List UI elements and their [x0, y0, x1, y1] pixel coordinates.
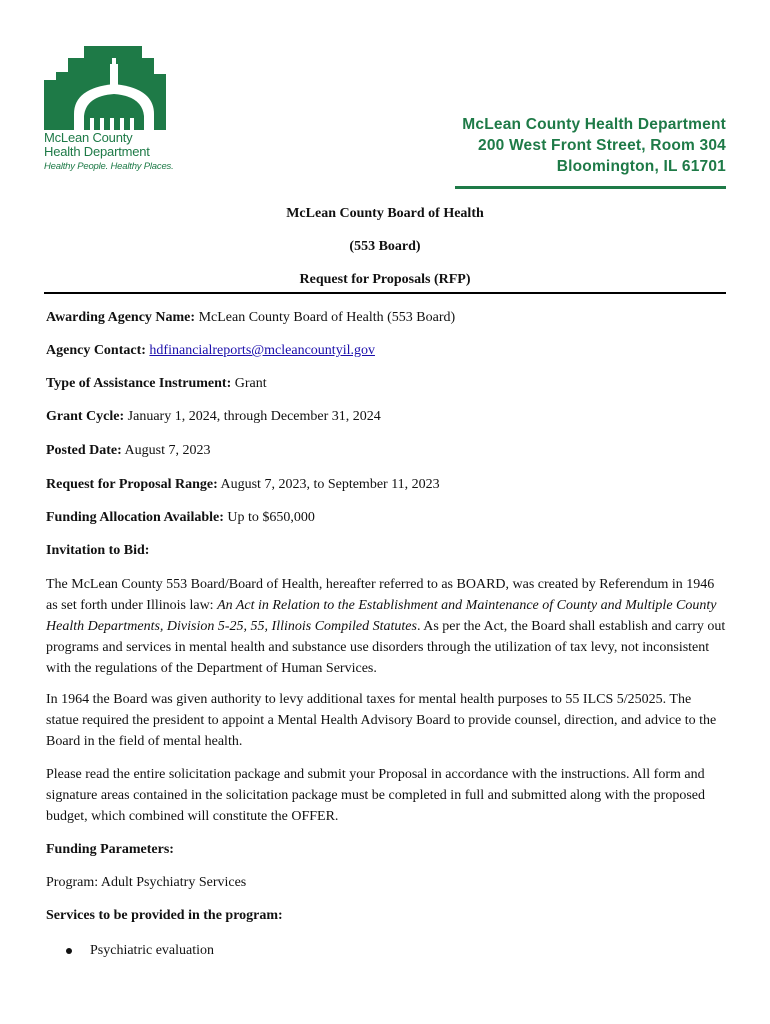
invitation-heading — [46, 543, 149, 559]
invitation-paragraph-1 — [46, 574, 726, 679]
document-rfp-title: Request for Proposals (RFP) — [299, 272, 471, 287]
paragraph-1-text-b: . As per the Act, the Board shall establish and carry out programs and services in mental health and substance use disorders through the utilization of tax levy, not inconsistent with the regulations of the Department of Human Services. — [46, 619, 726, 676]
document-subtitle: (553 Board) — [349, 239, 421, 254]
rfp-range-field — [46, 477, 440, 493]
agency-contact-email-link[interactable]: hdfinancialreports@mcleancountyil.gov — [149, 343, 375, 358]
logo-tagline: Healthy People. Healthy Places. — [44, 161, 174, 172]
agency-name-value: McLean County Board of Health (553 Board) — [195, 310, 456, 325]
document-title: McLean County Board of Health — [286, 206, 484, 221]
rfp-range-value: August 7, 2023, to September 11, 2023 — [217, 477, 440, 492]
posted-date-label: Posted Date: — [46, 443, 122, 458]
posted-date-value: August 7, 2023 — [121, 443, 211, 458]
invitation-heading-text: Invitation to Bid: — [46, 543, 150, 558]
rfp-range-label: Request for Proposal Range: — [46, 477, 218, 492]
letterhead-address — [462, 114, 726, 177]
agency-name-label: Awarding Agency Name: — [46, 310, 196, 325]
bullet-icon — [66, 948, 72, 954]
funding-allocation-field — [46, 510, 315, 526]
services-heading-text: Services to be provided in the program: — [46, 908, 283, 923]
funding-parameters-heading-text: Funding Parameters: — [46, 842, 174, 857]
agency-name-field — [46, 310, 455, 326]
address-line2: 200 West Front Street, Room 304 — [478, 137, 726, 154]
instrument-type-label: Type of Assistance Instrument: — [46, 376, 232, 391]
logo-org-line2: Health Department — [44, 144, 150, 159]
funding-allocation-label: Funding Allocation Available: — [46, 510, 224, 525]
logo-org-line1: McLean County — [44, 130, 133, 145]
service-item-label: Psychiatric evaluation — [90, 943, 215, 958]
services-heading — [46, 908, 283, 924]
address-line1: McLean County Health Department — [462, 116, 726, 133]
invitation-paragraph-2: In 1964 the Board was given authority to levy additional taxes for mental health purposes to 55 ILCS 5/25025. The statue required the president to appoint a Mental Health Advisory Board to provide counsel, direction, and advice to the Board in the field of mental health. — [46, 692, 717, 749]
grant-cycle-label: Grant Cycle: — [46, 409, 125, 424]
capitol-building-icon — [44, 44, 166, 130]
instrument-type-field — [46, 376, 267, 392]
letterhead-divider — [455, 186, 726, 189]
title-divider — [44, 292, 726, 294]
grant-cycle-value: January 1, 2024, through December 31, 2024 — [124, 409, 381, 424]
paragraph-1-text-a: The McLean County 553 Board/Board of Health, hereafter referred to as BOARD, was created by Referendum in 1946 as set forth under Illinois law: — [46, 577, 715, 613]
posted-date-field — [46, 443, 211, 459]
invitation-paragraph-3: Please read the entire solicitation package and submit your Proposal in accordance with the instructions. All form and signature areas contained in the solicitation package must be completed in full and submitted along with the proposed budget, which combined will constitute the OFFER. — [46, 767, 705, 824]
instrument-type-value: Grant — [231, 376, 267, 391]
agency-contact-field — [46, 343, 375, 359]
logo-org-name — [44, 131, 150, 159]
paragraph-1-statute-title: An Act in Relation to the Establishment and Maintenance of County and Multiple County Health Departments, Division 5-25, 55, Illinois Compiled Statutes — [46, 598, 717, 634]
funding-allocation-value: Up to $650,000 — [223, 510, 315, 525]
address-line3: Bloomington, IL 61701 — [556, 158, 726, 175]
health-department-logo — [44, 44, 174, 176]
program-name: Program: Adult Psychiatry Services — [46, 875, 247, 890]
funding-parameters-heading — [46, 842, 174, 858]
agency-contact-label: Agency Contact: — [46, 343, 146, 358]
grant-cycle-field — [46, 409, 381, 425]
list-item — [66, 943, 214, 959]
